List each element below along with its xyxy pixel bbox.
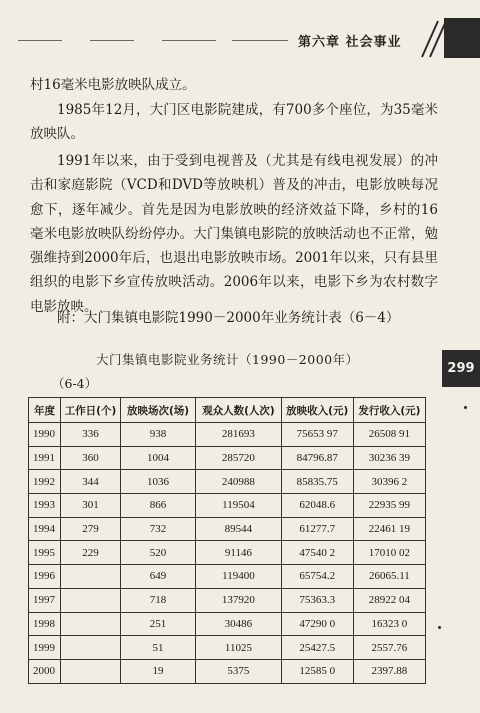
cell-screening-income: 47540 2 bbox=[281, 541, 353, 565]
cell-year: 1992 bbox=[29, 470, 61, 494]
cell-screenings: 520 bbox=[120, 541, 195, 565]
column-header: 放映场次(场) bbox=[120, 398, 195, 423]
cell-year: 1993 bbox=[29, 494, 61, 518]
cell-screenings: 1036 bbox=[120, 470, 195, 494]
cell-screening-income: 62048.6 bbox=[281, 494, 353, 518]
table-row bbox=[29, 612, 426, 636]
cell-distribution-income: 26065.11 bbox=[353, 565, 425, 589]
cell-distribution-income: 17010 02 bbox=[353, 541, 425, 565]
cell-year: 1991 bbox=[29, 446, 61, 470]
cell-workdays: 301 bbox=[61, 494, 121, 518]
cell-audience: 5375 bbox=[196, 659, 281, 683]
paragraph: 村16毫米电影放映队成立。 bbox=[30, 77, 196, 93]
table-row bbox=[29, 636, 426, 660]
chapter-title: 第六章 社会事业 bbox=[298, 35, 402, 50]
cell-audience: 281693 bbox=[196, 423, 281, 447]
table-row bbox=[29, 565, 426, 589]
paragraph: 1991年以来，由于受到电视普及（尤其是有线电视发展）的冲击和家庭影院（VCD和DVD等放映机）普及的冲击，电影放映每况愈下，逐年减少。首先是因为电影放映的经济效益下降，乡村的16毫米电影放映队纷纷停办。大门集镇电影院的放映活动也不正常，勉强维持到2000年后，也退出电影放映市场。2001年以来，只有县里组织的电影下乡宣传放映活动。2006年以来，电影下乡为农村数字电影放映。 bbox=[30, 153, 438, 315]
cell-audience: 119400 bbox=[196, 565, 281, 589]
cell-workdays: 344 bbox=[61, 470, 121, 494]
cell-screenings: 718 bbox=[120, 588, 195, 612]
cell-year: 1990 bbox=[29, 423, 61, 447]
cell-screenings: 251 bbox=[120, 612, 195, 636]
cell-audience: 240988 bbox=[196, 470, 281, 494]
cell-distribution-income: 2557.76 bbox=[353, 636, 425, 660]
table-row bbox=[29, 517, 426, 541]
table-header-row bbox=[29, 398, 426, 423]
cell-workdays bbox=[61, 565, 121, 589]
cell-audience: 137920 bbox=[196, 588, 281, 612]
column-header: 发行收入(元) bbox=[353, 398, 425, 423]
cell-distribution-income: 22461 19 bbox=[353, 517, 425, 541]
cell-distribution-income: 26508 91 bbox=[353, 423, 425, 447]
cell-audience: 91146 bbox=[196, 541, 281, 565]
header-rule bbox=[18, 40, 62, 41]
page-number-tab: 299 bbox=[442, 350, 480, 387]
cell-audience: 11025 bbox=[196, 636, 281, 660]
cell-screenings: 649 bbox=[120, 565, 195, 589]
cell-year: 1996 bbox=[29, 565, 61, 589]
cell-audience: 30486 bbox=[196, 612, 281, 636]
cell-workdays: 360 bbox=[61, 446, 121, 470]
cell-audience: 89544 bbox=[196, 517, 281, 541]
column-header: 工作日(个) bbox=[61, 398, 121, 423]
cell-distribution-income: 28922 04 bbox=[353, 588, 425, 612]
cell-workdays bbox=[61, 612, 121, 636]
cell-screening-income: 12585 0 bbox=[281, 659, 353, 683]
cell-year: 2000 bbox=[29, 659, 61, 683]
cell-screenings: 866 bbox=[120, 494, 195, 518]
cell-screenings: 51 bbox=[120, 636, 195, 660]
header-rule bbox=[90, 40, 134, 41]
table-number: （6-4） bbox=[52, 376, 98, 391]
cell-distribution-income: 30236 39 bbox=[353, 446, 425, 470]
cell-year: 1994 bbox=[29, 517, 61, 541]
print-speck bbox=[438, 626, 441, 629]
paragraph: 1985年12月，大门区电影院建成，有700多个座位，为35毫米放映队。 bbox=[30, 102, 438, 143]
table-row bbox=[29, 446, 426, 470]
cell-screening-income: 61277.7 bbox=[281, 517, 353, 541]
column-header: 观众人数(人次) bbox=[196, 398, 281, 423]
cell-workdays bbox=[61, 659, 121, 683]
cell-screenings: 19 bbox=[120, 659, 195, 683]
cell-workdays bbox=[61, 588, 121, 612]
cell-year: 1997 bbox=[29, 588, 61, 612]
cell-screenings: 1004 bbox=[120, 446, 195, 470]
cell-workdays bbox=[61, 636, 121, 660]
cell-distribution-income: 2397.88 bbox=[353, 659, 425, 683]
cell-audience: 119504 bbox=[196, 494, 281, 518]
cell-workdays: 336 bbox=[61, 423, 121, 447]
cell-audience: 285720 bbox=[196, 446, 281, 470]
cell-year: 1995 bbox=[29, 541, 61, 565]
paragraph: 附：大门集镇电影院1990－2000年业务统计表（6－4） bbox=[57, 310, 400, 326]
table-row bbox=[29, 659, 426, 683]
table-row bbox=[29, 541, 426, 565]
cell-screening-income: 25427.5 bbox=[281, 636, 353, 660]
cell-screenings: 938 bbox=[120, 423, 195, 447]
header-rule bbox=[162, 40, 216, 41]
table-row bbox=[29, 588, 426, 612]
statistics-table bbox=[28, 397, 426, 684]
cell-workdays: 279 bbox=[61, 517, 121, 541]
table-title: 大门集镇电影院业务统计（1990－2000年） bbox=[96, 352, 359, 367]
cell-workdays: 229 bbox=[61, 541, 121, 565]
cell-screening-income: 47290 0 bbox=[281, 612, 353, 636]
table-row bbox=[29, 423, 426, 447]
cell-year: 1998 bbox=[29, 612, 61, 636]
cell-distribution-income: 16323 0 bbox=[353, 612, 425, 636]
header-corner-block bbox=[444, 18, 480, 58]
cell-screenings: 732 bbox=[120, 517, 195, 541]
column-header: 放映收入(元) bbox=[281, 398, 353, 423]
cell-screening-income: 75363.3 bbox=[281, 588, 353, 612]
cell-distribution-income: 22935 99 bbox=[353, 494, 425, 518]
cell-screening-income: 75653 97 bbox=[281, 423, 353, 447]
cell-screening-income: 84796.87 bbox=[281, 446, 353, 470]
header-rule bbox=[232, 40, 288, 41]
column-header: 年度 bbox=[29, 398, 61, 423]
print-speck bbox=[464, 406, 467, 409]
table-row bbox=[29, 494, 426, 518]
table-row bbox=[29, 470, 426, 494]
cell-screening-income: 85835.75 bbox=[281, 470, 353, 494]
cell-distribution-income: 30396 2 bbox=[353, 470, 425, 494]
cell-year: 1999 bbox=[29, 636, 61, 660]
cell-screening-income: 65754.2 bbox=[281, 565, 353, 589]
